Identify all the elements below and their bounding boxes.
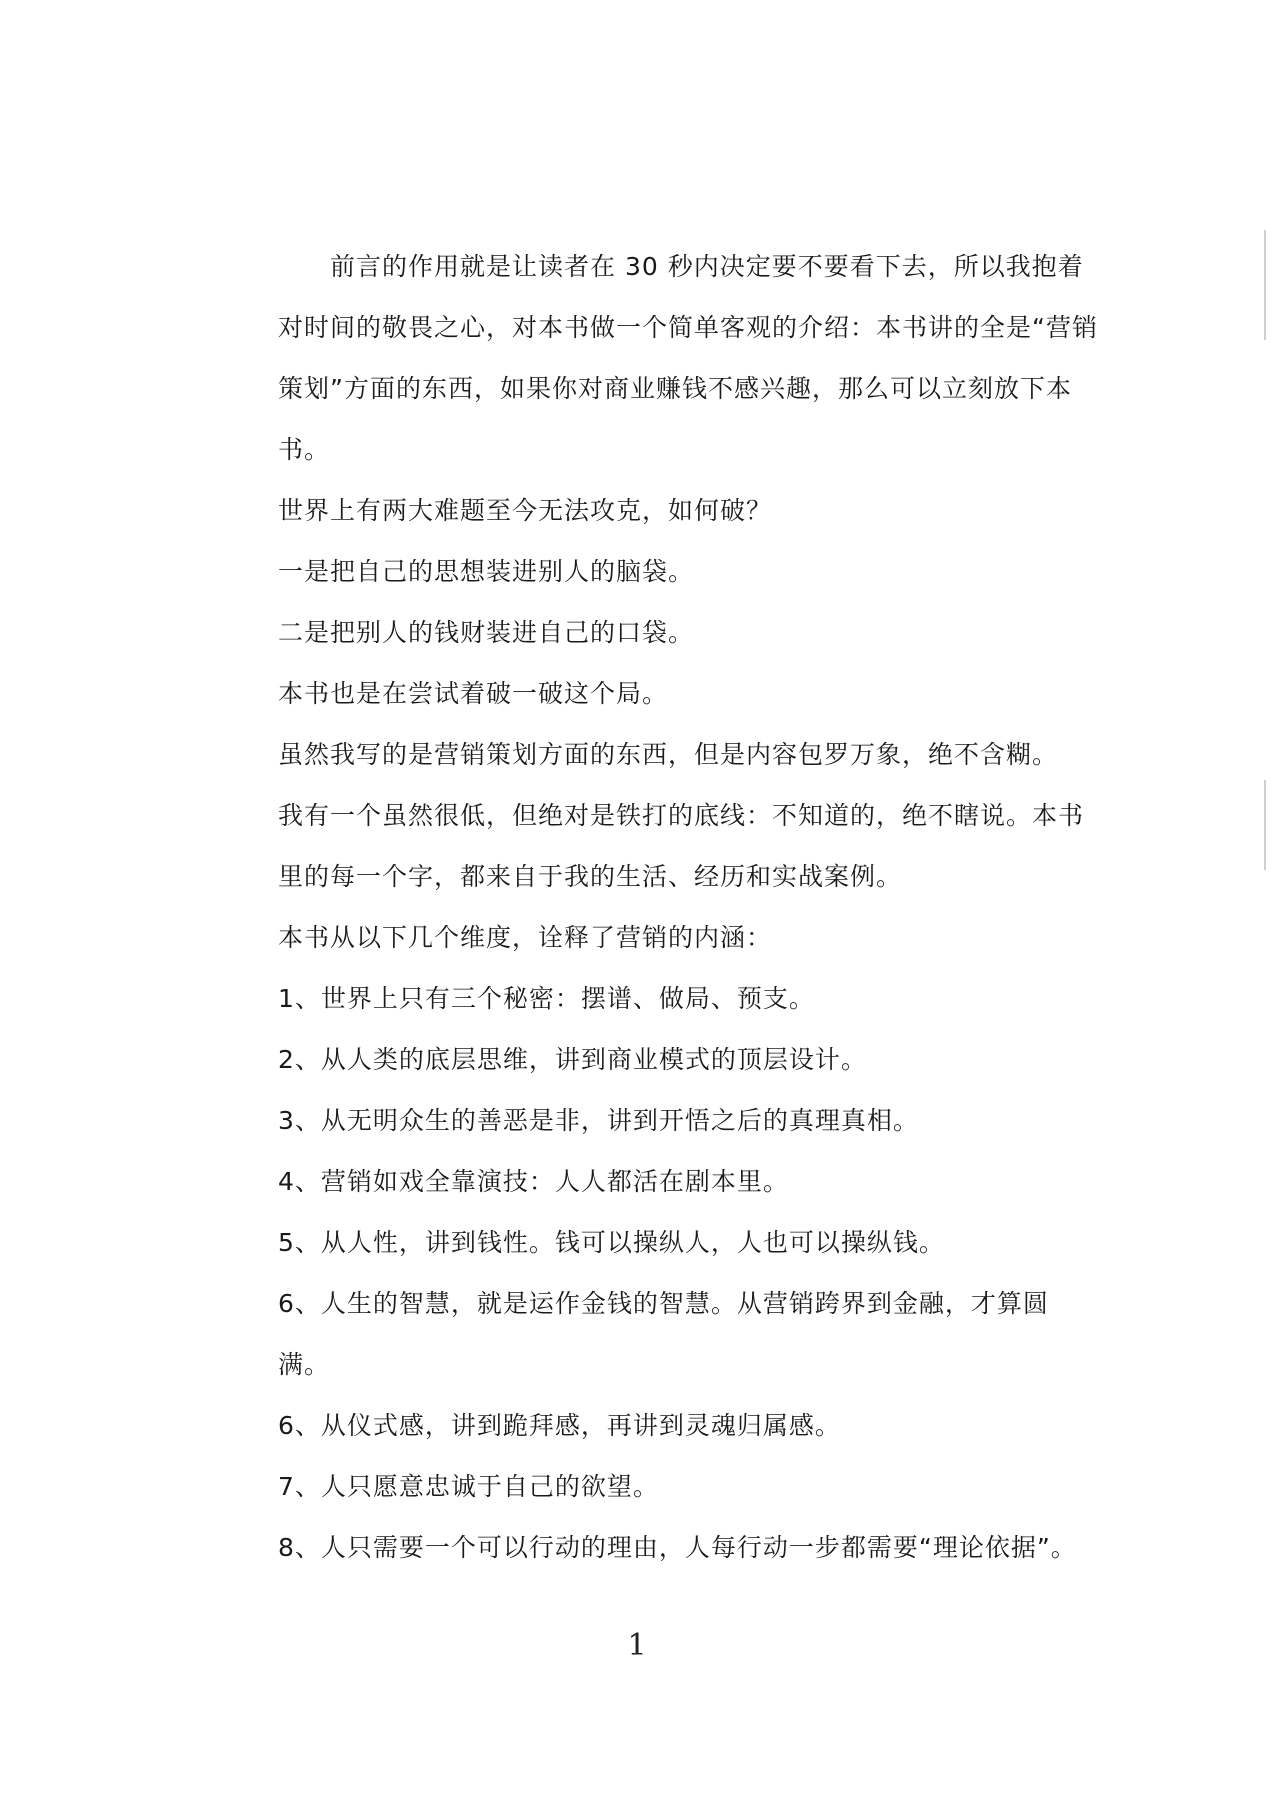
scan-edge-mark: [1264, 780, 1266, 870]
scan-edge-mark: [1264, 230, 1266, 340]
document-body: [278, 236, 1098, 1578]
paragraph: 一是把自己的思想装进别人的脑袋。: [278, 557, 695, 586]
list-item: 2、从人类的底层思维，讲到商业模式的顶层设计。: [278, 1045, 867, 1074]
list-item: 4、营销如戏全靠演技：人人都活在剧本里。: [278, 1167, 789, 1196]
paragraph: 世界上有两大难题至今无法攻克，如何破？: [278, 496, 773, 525]
paragraph: 二是把别人的钱财装进自己的口袋。: [278, 618, 695, 647]
list-item: 6、人生的智慧，就是运作金钱的智慧。从营销跨界到金融，才算圆满。: [278, 1289, 1049, 1379]
page-number: 1: [627, 1628, 647, 1663]
paragraph: 虽然我写的是营销策划方面的东西，但是内容包罗万象，绝不含糊。: [278, 740, 1059, 769]
list-item: 7、人只愿意忠诚于自己的欲望。: [278, 1472, 659, 1501]
list-item: 5、从人性，讲到钱性。钱可以操纵人，人也可以操纵钱。: [278, 1228, 945, 1257]
paragraph-intro: 前言的作用就是让读者在 30 秒内决定要不要看下去，所以我抱着对时间的敬畏之心，对本书做一个简单客观的介绍：本书讲的全是“营销策划”方面的东西，如果你对商业赚钱不感兴趣，那么可以立刻放下本书。: [278, 252, 1098, 464]
list-item: 6、从仪式感，讲到跪拜感，再讲到灵魂归属感。: [278, 1411, 841, 1440]
paragraph: 本书也是在尝试着破一破这个局。: [278, 679, 669, 708]
list-item: 8、人只需要一个可以行动的理由，人每行动一步都需要“理论依据”。: [278, 1533, 1077, 1562]
paragraph: 本书从以下几个维度，诠释了营销的内涵：: [278, 923, 773, 952]
paragraph: 我有一个虽然很低，但绝对是铁打的底线：不知道的，绝不瞎说。本书里的每一个字，都来自于我的生活、经历和实战案例。: [278, 801, 1085, 891]
list-item: 3、从无明众生的善恶是非，讲到开悟之后的真理真相。: [278, 1106, 919, 1135]
list-item: 1、世界上只有三个秘密：摆谱、做局、预支。: [278, 984, 815, 1013]
